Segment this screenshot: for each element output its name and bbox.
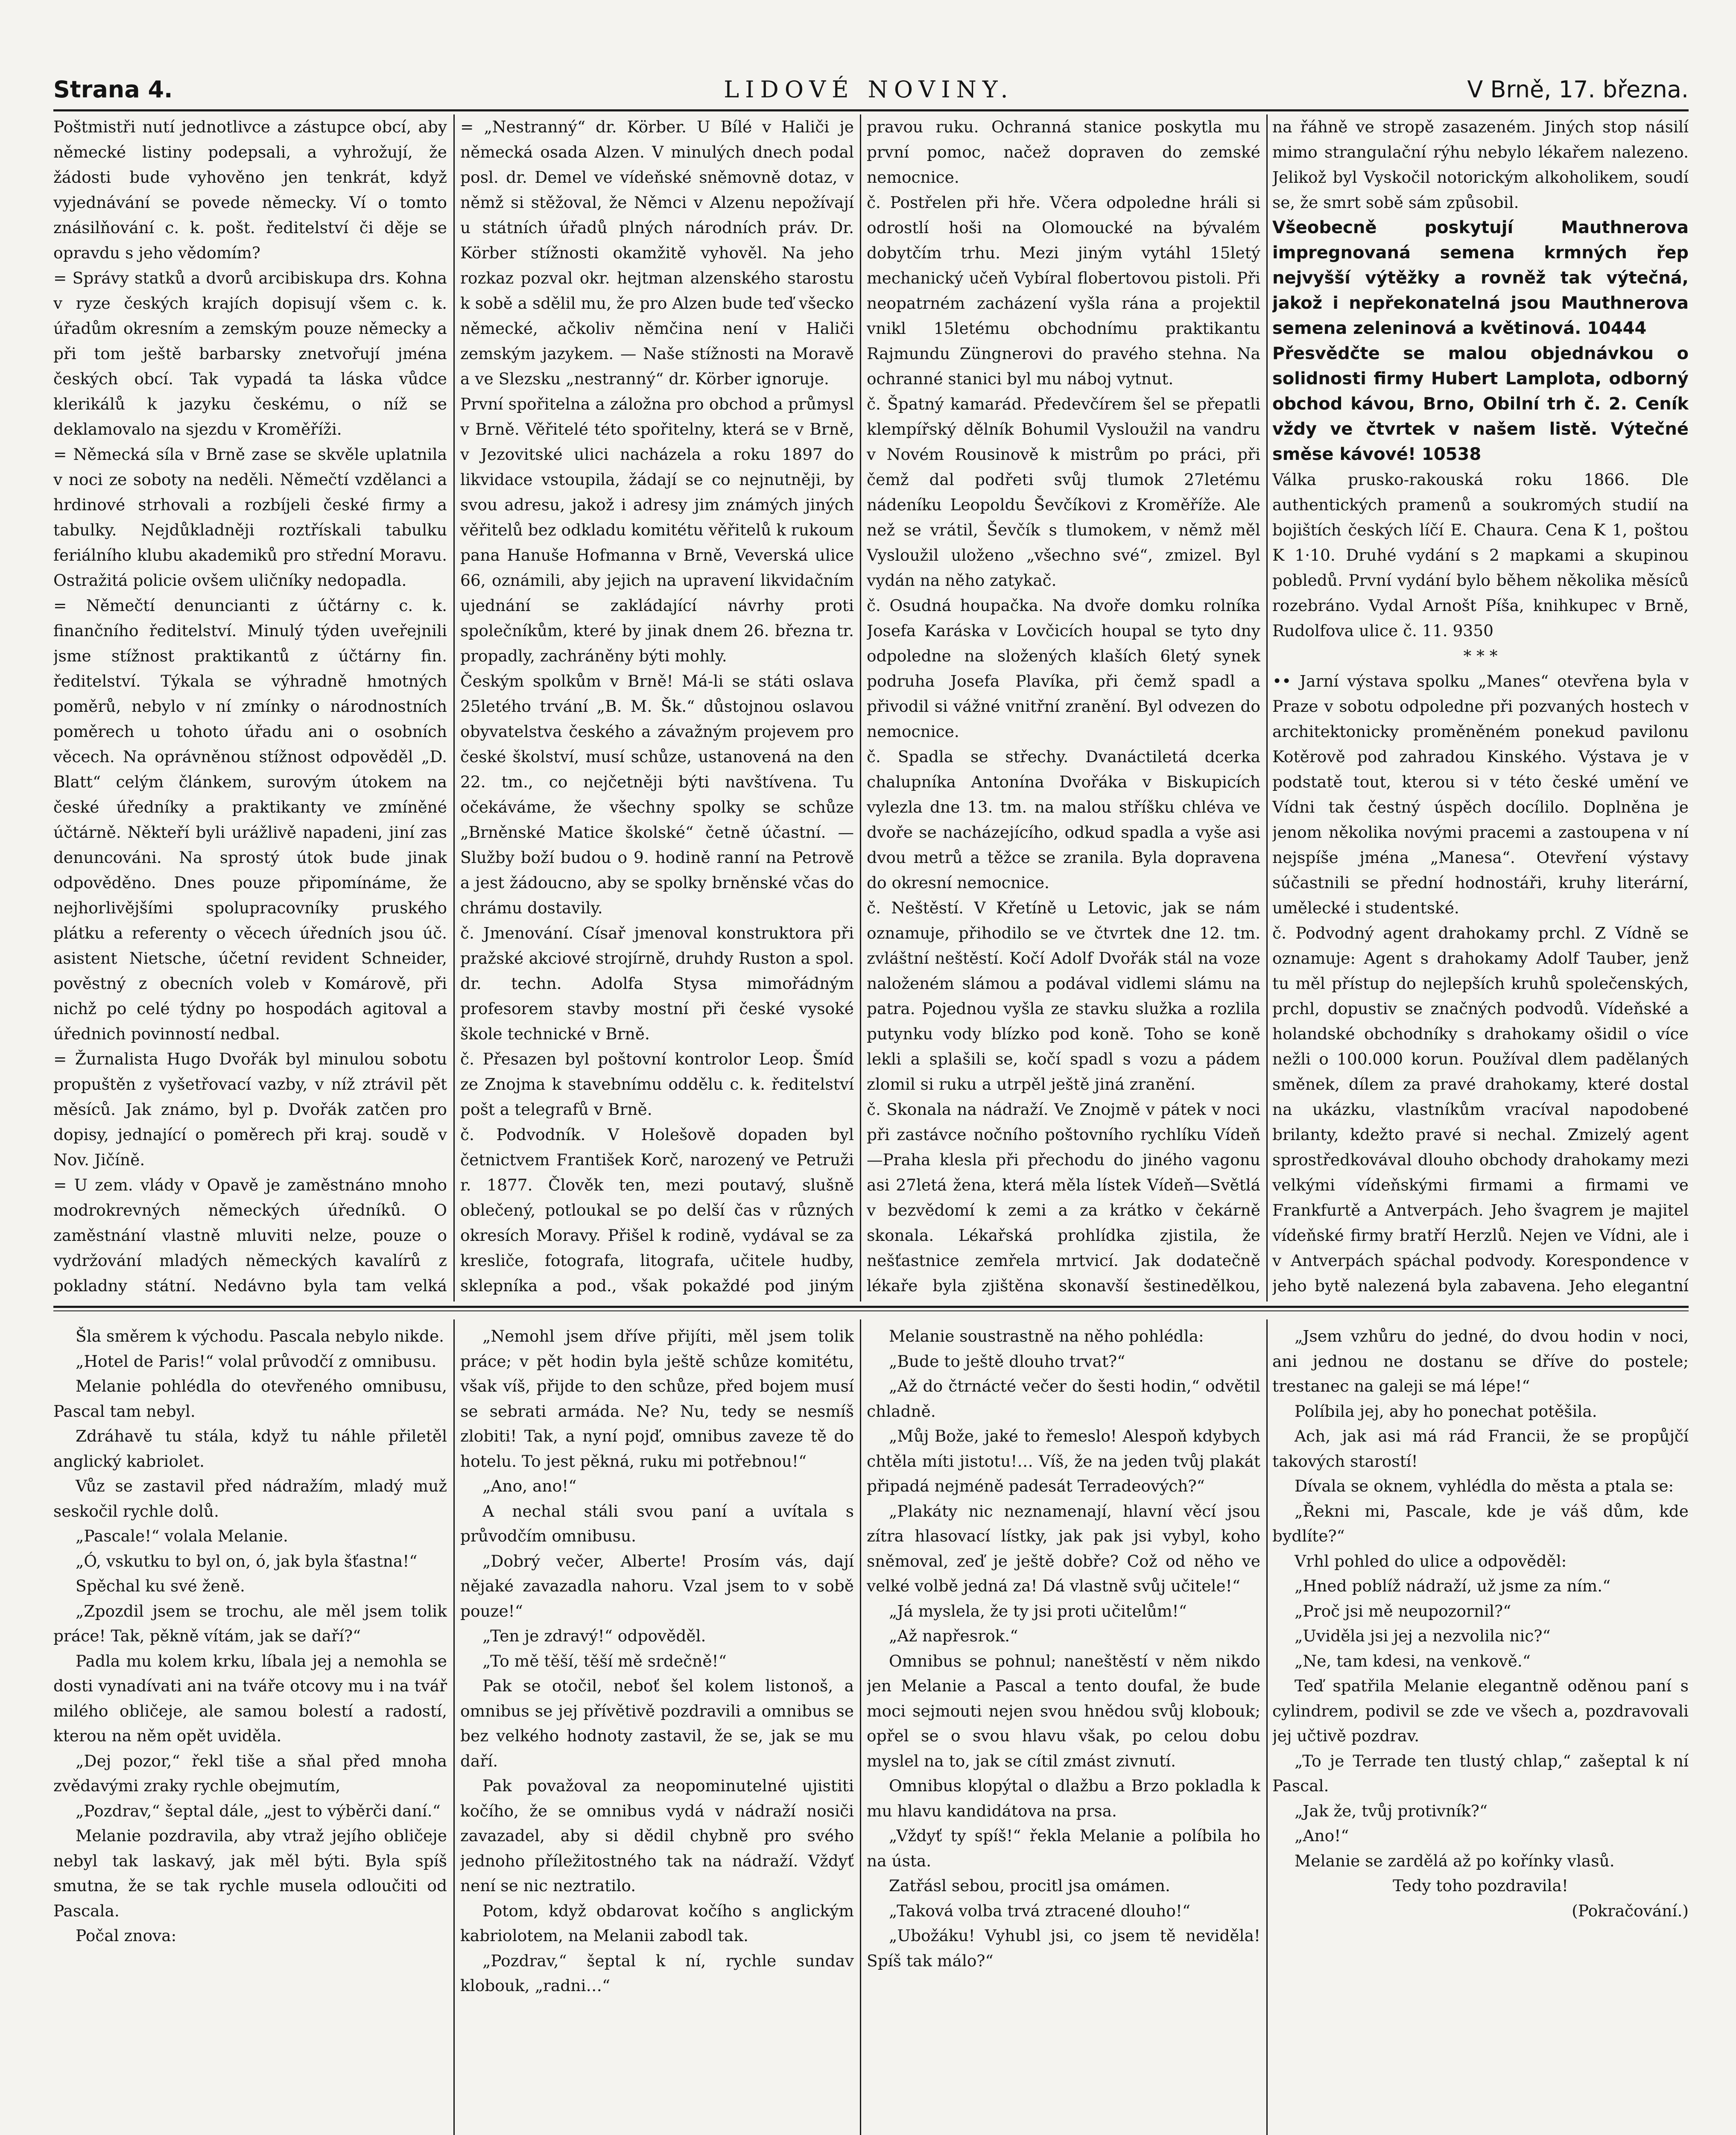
feuilleton-paragraph: Zatřásl sebou, procitl jsa omámen.	[889, 1876, 1170, 1895]
feuilleton-paragraph: Počal znova:	[76, 1926, 177, 1945]
feuilleton-paragraph: „Až napřesrok.“	[889, 1626, 1018, 1645]
feuilleton-paragraph: Vrhl pohled do ulice a odpověděl:	[1295, 1551, 1567, 1571]
feuilleton-column-4	[1272, 1324, 1689, 2135]
feuilleton-paragraph: Omnibus klopýtal o dlažbu a Brzo pokladla k mu hlavu kandidátova na prsa.	[867, 1776, 1260, 1820]
article-continued-4: na řáhně ve stropě zasazeném. Jiných stop násilí mimo strangulační rýhu nebylo lékařem nalezeno. Jelikož byl Vyskočil notorickým alkoholikem, soudí se, že smrt sobě sám způsobil.	[1272, 117, 1689, 212]
feuilleton-paragraph: „Řekni mi, Pascale, kde je váš dům, kde bydlíte?“	[1272, 1501, 1689, 1545]
feuilleton-paragraph: „Ten je zdravý!“ odpověděl.	[482, 1626, 706, 1645]
news-column-3	[867, 114, 1260, 1301]
feuilleton-divider-2	[860, 1319, 861, 2135]
feuilleton-paragraph: „To je Terrade ten tlustý chlap,“ zašeptal k ní Pascal.	[1272, 1751, 1689, 1795]
feuilleton-paragraph: „Uviděla jsi jej a nezvolila nic?“	[1295, 1626, 1551, 1645]
article-station-death: č. Skonala na nádraží. Ve Znojmě v pátek v noci při zastávce nočního poštovního rychlíku Vídeň—Praha klesla při přechodu do jiného vagonu asi 27letá žena, která měla lístek Vídeň—Světlá v bezvědomí k zemi a za krátko v čekárně skonala. Lékařská prohlídka zjistila, že nešťastnice zemřela mrtvicí. Jak dodatečně lékaře byla zjištěna skonavší šestinedělkou,	[867, 1100, 1260, 1295]
advert-war-book: Válka prusko-rakouská roku 1866. Dle authentických pramenů a soukromých studií na bojištích českých líčí E. Chaura. Cena K 1, poštou K 1·10. Druhé vydání s 2 mapkami a skupinou pobledů. První vydání bylo během několika měsíců rozebráno. Vydal Arnošt Píša, knihkupec v Brně, Rudolfova ulice č. 11. 9350	[1272, 470, 1689, 640]
feuilleton-paragraph: A nechal stáli svou paní a uvítala s průvodčím omnibusu.	[460, 1501, 854, 1545]
feuilleton-rule-2	[53, 1310, 1689, 1311]
feuilleton-paragraph: „Hotel de Paris!“ volal průvodčí z omnibusu.	[76, 1351, 437, 1371]
news-column-1	[53, 114, 447, 1301]
feuilleton-column-3	[867, 1324, 1260, 2135]
feuilleton-paragraph: „Já myslela, že ty jsi proti učitelům!“	[889, 1601, 1187, 1620]
article-journalist: = Žurnalista Hugo Dvořák byl minulou sobotu propuštěn z vyšetřovací vazby, v níž ztrávil pět měsíců. Jak známo, byl p. Dvořák zatčen pro dopisy, jednající o poměrech při kraj. soudě v Nov. Jičíně.	[53, 1050, 447, 1169]
feuilleton-paragraph: „Nemohl jsem dříve přijíti, měl jsem tolik práce; v pět hodin byla ještě schůze komitétu, však víš, přijde to den schůze, před bojem musí se sebrati armáda. Ne? Nu, tedy se nesmíš zlobiti! Tak, a nyní pojď, omnibus zaveze tě do hotelu. To jest pěkná, ruku mi potřebnou!“	[460, 1327, 854, 1471]
article-postal: Poštmistři nutí jednotlivce a zástupce obcí, aby německé listiny podepsali, a vyhrožují, že žádosti bude vyhověno jen tenkrát, když vyjednávání se povede německy. Ví o tomto znásilňování c. k. pošt. ředitelství či děje se opravdu s jeho vědomím?	[53, 117, 447, 262]
section-separator: * * *	[1463, 646, 1498, 665]
feuilleton-divider-3	[1266, 1319, 1268, 2135]
article-manes: •• Jarní výstava spolku „Manes“ otevřena byla v Praze v sobotu odpoledne při pozvaných hostech v architektonicky proměněném ponekud pavilonu Kotěrově pod zahradou Kinského. Výstava je v podstatě tout, kterou si v této české umění ve Vídni tak čestný úspěch docílilo. Doplněna je jenom několika novými pracemi a zastoupena v ní nejspíše jména „Manesa“. Otevření výstavy súčastnili se přední hodnostáři, kruhy literární, umělecké i studentské.	[1272, 672, 1689, 917]
continuation-note: (Pokračování.)	[1572, 1901, 1689, 1920]
column-divider-3	[1266, 114, 1268, 1301]
feuilleton-paragraph: Políbila jej, aby ho ponechat potěšila.	[1295, 1401, 1597, 1421]
article-korber: = „Nestranný“ dr. Körber. U Bílé v Haliči je německá osada Alzen. V minulých dnech podal posl. dr. Demel ve vídeňské sněmovně dotaz, v němž si stěžoval, že Němci v Alzenu nepožívají u státních úřadů plných národních práv. Dr. Körber stížnosti okamžitě vyhověl. Na jeho rozkaz pozval okr. hejtman alzenského starostu k sobě a sdělil mu, že pro Alzen bude teď všecko německé, ačkoliv němčina není v Haliči zemským jazykem. — Naše stížnosti na Moravě a ve Slezsku „nestranný“ dr. Körber ignoruje.	[460, 117, 854, 388]
feuilleton-paragraph: Melanie se zardělá až po kořínky vlasů.	[1295, 1851, 1615, 1870]
news-column-4	[1272, 114, 1689, 1301]
feuilleton-paragraph: Pak považoval za neopominutelné ujistiti kočího, že se omnibus vydá v nádraží nosiči zavazadel, aby si dědil chybně pro svého jednoho příležitostného tak na nádraží. Vždyť není se nic neztratilo.	[460, 1776, 854, 1895]
article-shot: č. Postřelen při hře. Včera odpoledne hráli si odrostlí hoši na Olomoucké na bývalém dobytčím trhu. Mezi jiným vytáhl 15letý mechanický učeň Vybíral flobertovou pistoli. Při neopatrném zacházení vyšla rána a projektil vnikl 15letému obchodnímu praktikantu Rajmundu Züngnerovi do pravého stehna. Na ochranné stanici byl mu náboj vytnut.	[867, 193, 1260, 388]
article-accident: č. Neštěstí. V Křetíně u Letovic, jak se nám oznamuje, přihodilo se ve čtvrtek dne 12. tm. zvláštní neštěstí. Kočí Adolf Dvořák stál na voze naloženém slámou a podával vidlemi slámu na patra. Pojednou vyšla ze stavku služka a rozlila putynku vody blízko pod koně. Toho se koně lekli a splašili se, kočí spadl s vozu a pádem zlomil si ruku a utrpěl ještě jiná zranění.	[867, 898, 1260, 1094]
feuilleton-paragraph: Pak se otočil, neboť šel kolem listonoš, a omnibus se jej přívětivě pozdravili a omnibus se bez velkého hodnoty zastavil, že se, jak se mu daří.	[460, 1676, 854, 1770]
feuilleton-paragraph: Zdráhavě tu stála, když tu náhle přiletěl anglický kabriolet.	[53, 1427, 447, 1471]
dateline: V Brně, 17. března.	[1467, 76, 1689, 103]
article-german-force: = Německá síla v Brně zase se skvěle uplatnila v noci ze soboty na neděli. Němečtí vzdělanci a hrdinové strhovali a rozbíjeli české firmy a tabulky. Nejdůkladněji roztřískali tabulku feriálního klubu akademiků pro střední Moravu. Ostražitá policie ovšem uličníky nedopadla.	[53, 445, 447, 590]
feuilleton-paragraph: „Proč jsi mě neupozornil?“	[1295, 1601, 1511, 1620]
article-transfer: č. Přesazen byl poštovní kontrolor Leop. Šmíd ze Znojma k stavebnímu oddělu c. k. ředitelství pošt a telegrafů v Brně.	[460, 1050, 854, 1119]
feuilleton-paragraph: „Pozdrav,“ šeptal k ní, rychle sundav klobouk, „radni…“	[460, 1951, 854, 1995]
advert-mauthner: Všeobecně poskytují Mauthnerova impregnovaná semena krmných řep nejvyšší výtěžky a rovněž tak výtečná, jakož i nepřekonatelná jsou Mauthnerova semena zeleninová a květinová. 10444	[1272, 218, 1689, 338]
feuilleton-paragraph: Omnibus se pohnul; naneštěstí v něm nikdo jen Melanie a Pascal a tento doufal, že bude moci sejmouti nejen svou hnědou svůj klobouk; opřel se o svou hlavu však, po celou dobu myslel na to, jak se cítil zmást zivnutí.	[867, 1651, 1260, 1770]
feuilleton-paragraph: „Ubožáku! Vyhubl jsi, co jsem tě neviděla! Spíš tak málo?“	[867, 1926, 1260, 1970]
article-appointment: č. Jmenování. Císař jmenoval konstruktora při pražské akciové strojírně, druhdy Ruston a spol. dr. techn. Adolfa Stysa mimořádným profesorem stavby mostní při české vysoké škole technické v Brně.	[460, 924, 854, 1043]
feuilleton-rule	[53, 1306, 1689, 1308]
news-column-2	[460, 114, 854, 1301]
feuilleton-divider-1	[453, 1319, 455, 2135]
article-fraudster: č. Podvodník. V Holešově dopaden byl četnictvem František Korč, narozený ve Petruži r. 1877. Člověk ten, mezi poutavý, slušně oblečený, potloukal se po delší čas v různých okresích Moravy. Přišel k rodině, vydával se za kresliče, fotografa, litografa, učitele hudby, sklepníka a pod., však pokaždé pod jiným	[460, 1125, 854, 1295]
article-bad-friend: č. Špatný kamarád. Předevčírem šel se přepatli klempířský dělník Bohumil Vysloužil na vandru v Novém Rousinově k mistrům po práci, při čemž dal podřeti svůj tlumok 27letému nádeníku Leopoldu Ševčíkovi z Kroměříže. Ale než se vrátil, Ševčík s tlumokem, v němž měl Vysloužil uloženo „všechno své“, zmizel. Byl vydán na něho zatykač.	[867, 395, 1260, 590]
column-divider-2	[860, 114, 861, 1301]
feuilleton-paragraph: „To mě těší, těší mě srdečně!“	[482, 1651, 727, 1670]
feuilleton-paragraph: Padla mu kolem krku, líbala jej a nemohla se dosti vynadívati ani na tváře otcovy mu i na tvář milého obličeje, ale samou bolestí a radostí, kterou na něm opět uviděla.	[53, 1651, 447, 1745]
feuilleton-paragraph: Melanie pozdravila, aby vtraž jejího obličeje nebyl tak laskavý, jak měl býti. Byla spíš smutna, že se tak rychle musela odloučiti od Pascala.	[53, 1826, 447, 1920]
feuilleton-paragraph: Teď spatřila Melanie elegantně oděnou paní s cylindrem, podivil se zde ve všech a, pozdravovali jej učtivě pozdrav.	[1272, 1676, 1689, 1745]
feuilleton-paragraph: „Až do čtrnácté večer do šesti hodin,“ odvětil chladně.	[867, 1377, 1260, 1421]
feuilleton-paragraph: „Můj Bože, jaké to řemeslo! Alespoň kdybych chtěla míti jistotu!… Víš, že na jeden tvůj plakát připadá nejméně padesát Terradeových?“	[867, 1427, 1260, 1495]
article-swing: č. Osudná houpačka. Na dvoře domku rolníka Josefa Karáska v Lovčicích houpal se tyto dny odpoledne na složených klaších 6letý synek podruha Josefa Plavíka, při čemž spadl a přivodil si vážné vnitřní zranění. Byl odvezen do nemocnice.	[867, 596, 1260, 741]
feuilleton-paragraph: „Dobrý večer, Alberte! Prosím vás, dají nějaké zavazadla nahoru. Vzal jsem to v sobě pouze!“	[460, 1551, 854, 1620]
page-number: Strana 4.	[53, 76, 173, 103]
feuilleton-paragraph: Spěchal ku své ženě.	[76, 1576, 245, 1595]
feuilleton-paragraph: „Ano!“	[1295, 1826, 1349, 1845]
feuilleton-paragraph: Tedy toho pozdravila!	[1393, 1876, 1568, 1895]
feuilleton-paragraph: „Dej pozor,“ řekl tiše a sňal před mnoha zvědavými zraky rychle obejmutím,	[53, 1751, 447, 1795]
feuilleton-paragraph: Melanie soustrastně na něho pohlédla:	[889, 1327, 1204, 1345]
feuilleton-column-1	[53, 1324, 447, 2135]
column-divider-1	[453, 114, 455, 1301]
article-savings-bank: První spořitelna a záložna pro obchod a průmysl v Brně. Věřitelé této spořitelny, která se v Brně, v Jezovitské ulici nacházela a roku 1897 do likvidace vstoupila, žádají se co nejnutněji, by svou adresu, jakož i adresy jim známých jiných věřitelů bez odkladu komitétu věřitelů k rukoum pana Hanuše Hofmanna v Brně, Veverská ulice 66, oznámili, aby jejich na upravení likvidačním ujednání se zakládající návrhy proti společníkům, které by jinak dnem 26. března tr. propadly, zachráněny býti mohly.	[460, 395, 854, 665]
feuilleton-paragraph: „Taková volba trvá ztracené dlouho!“	[889, 1901, 1191, 1920]
feuilleton-column-2	[460, 1324, 854, 2135]
feuilleton-paragraph: Ach, jak asi má rád Francii, že se propůjčí takových starostí!	[1272, 1427, 1689, 1471]
feuilleton-paragraph: „Bude to ještě dlouho trvat?“	[889, 1351, 1125, 1371]
feuilleton-paragraph: Šla směrem k východu. Pascala nebylo nikde.	[76, 1327, 444, 1345]
advert-lamplota: Přesvědčte se malou objednávkou o solidnosti firmy Hubert Lamplota, odborný obchod kávou, Brno, Obilní trh č. 2. Ceník vždy ve čtvrtek v našem listě. Výtečné směse kávové! 10538	[1272, 344, 1689, 464]
feuilleton-paragraph: „Zpozdil jsem se trochu, ale měl jsem tolik práce! Tak, pěkně vítám, jak se daří?“	[53, 1601, 447, 1645]
feuilleton-paragraph: Melanie pohlédla do otevřeného omnibusu, Pascal tam nebyl.	[53, 1377, 447, 1421]
feuilleton-paragraph: Dívala se oknem, vyhlédla do města a ptala se:	[1295, 1477, 1674, 1495]
feuilleton-paragraph: „Pascale!“ volala Melanie.	[76, 1527, 288, 1545]
feuilleton-paragraph: „Ano, ano!“	[482, 1477, 577, 1495]
feuilleton-paragraph: „Pozdrav,“ šeptal dále, „jest to výběrči daní.“	[76, 1801, 441, 1820]
article-agent: č. Podvodný agent drahokamy prchl. Z Vídně se oznamuje: Agent s drahokamy Adolf Tauber, jenž tu měl přístup do nejlepších kruhů společenských, prchl, dopustiv se značných podvodů. Vídeňské a holandské obchodníky s drahokamy ošidil o více nežli o 100.000 korun. Používal dlem padělaných směnek, dílem za pravé drahokamy, které dostal na ukázku, vlastníkům vracíval napodobené brilanty, kdežto pravé si nechal. Zmizelý agent sprostředkovával dlouho obchody drahokamy mezi velkými vídeňskými firmami a firmami ve Frankfurtě a Antverpách. Jeho švagrem je majitel vídeňské firmy bratří Herzlů. Nejen ve Vídni, ale i v Antverpách spáchal podvody. Korespondence v jeho bytě nalezená byla zabavena. Jeho elegantní	[1272, 924, 1689, 1295]
feuilleton-paragraph: „Ne, tam kdesi, na venkově.“	[1295, 1651, 1531, 1670]
article-estates: = Správy statků a dvorů arcibiskupa drs. Kohna v ryze českých krajích dopisují všem c. k. úřadům okresním a zemským pouze německy a při tom ještě barbarsky znetvořují jména českých obcí. Tak vypadá ta láska vůdce klerikálů k jazyku českému, o níž se deklamovalo na sjezdu v Kroměříži.	[53, 269, 447, 439]
feuilleton-paragraph: „Plakáty nic neznamenají, hlavní věcí jsou zítra hlasovací lístky, jak pak jsi vybyl, koho sněmoval, zeď je ještě dobře? Což od něho ve velké volbě jedná za! Dá vlastně svůj učitele!“	[867, 1501, 1260, 1595]
feuilleton-paragraph: Vůz se zastavil před nádražím, mladý muž seskočil rychle dolů.	[53, 1477, 447, 1521]
page-header	[53, 75, 1689, 109]
article-continued: pravou ruku. Ochranná stanice poskytla mu první pomoc, načež dopraven do zemské nemocnice.	[867, 117, 1260, 187]
newspaper-title: LIDOVÉ NOVINY.	[724, 76, 1014, 103]
feuilleton-paragraph: „Jsem vzhůru do jedné, do dvou hodin v noci, ani jednou ne dostanu se dříve do postele; trestanec na galeji se má lépe!“	[1272, 1327, 1689, 1395]
article-denunciants: = Němečtí denuncianti z účtárny c. k. finančního ředitelství. Minulý týden uveřejnili jsme stížnost praktikantů z účtárny fin. ředitelství. Týkala se výhradně hmotných poměrů, nebylo v ní zmínky o národnostních poměrech u tohoto úřadu ani o osobních věcech. Na oprávněnou stížnost odpověděl „D. Blatt“ celým článkem, surovým útokem na české úředníky a praktikanty ve zmíněné účtárně. Někteří byli urážlivě napadeni, jiní zas denuncováni. Na sprostý útok bude jinak odpověděno. Dnes pouze připomínáme, že nejhorlivějšími spolupracovníky pruského plátku a referenty o věcech úředních jsou úč. asistent Nietsche, účetní revident Schneider, pověstný z obecních voleb v Komárově, při nichž po celé týdny po hospodách agitoval a úřednich povinností nedbal.	[53, 596, 447, 1043]
article-opava: = U zem. vlády v Opavě je zaměstnáno mnoho modrokrevných německých úředníků. O zaměstnání vlastně mluviti nelze, pouze o vydržování mladých německých kavalírů z pokladny státní. Nedávno byla tam velká	[53, 1176, 447, 1295]
feuilleton-paragraph: „Ó, vskutku to byl on, ó, jak byla šťastna!“	[76, 1551, 418, 1571]
feuilleton-paragraph: Potom, když obdarovat kočího s anglickým kabriolotem, na Melanii zabodl tak.	[460, 1901, 854, 1945]
header-rule	[53, 109, 1689, 111]
feuilleton-paragraph: „Jak že, tvůj protivník?“	[1295, 1801, 1488, 1820]
article-roof-fall: č. Spadla se střechy. Dvanáctiletá dcerka chalupníka Antonína Dvořáka v Biskupicích vylezla dne 13. tm. na malou stříšku chléva ve dvoře se nacházejícího, odkud spadla a vyše asi dvou metrů a těžce se zranila. Byla dopravena do okresní nemocnice.	[867, 747, 1260, 892]
feuilleton-paragraph: „Hned poblíž nádraží, už jsme za ním.“	[1295, 1576, 1611, 1595]
feuilleton-paragraph: „Vždyť ty spíš!“ řekla Melanie a políbila ho na ústa.	[867, 1826, 1260, 1870]
article-czech-clubs: Českým spolkům v Brně! Má-li se státi oslava 25letého trvání „B. M. Šk.“ důstojnou oslavou obyvatelstva českého a závažným projevem pro české školství, musí schůze, ustanovená na den 22. tm., co nejčetněji býti navštívena. Tu očekáváme, že všechny spolky se schůze „Brněnské Matice školské“ četně účastní. — Služby boží budou o 9. hodině ranní na Petrově a jest žádoucno, aby se spolky brněnské včas do chrámu dostavily.	[460, 672, 854, 917]
